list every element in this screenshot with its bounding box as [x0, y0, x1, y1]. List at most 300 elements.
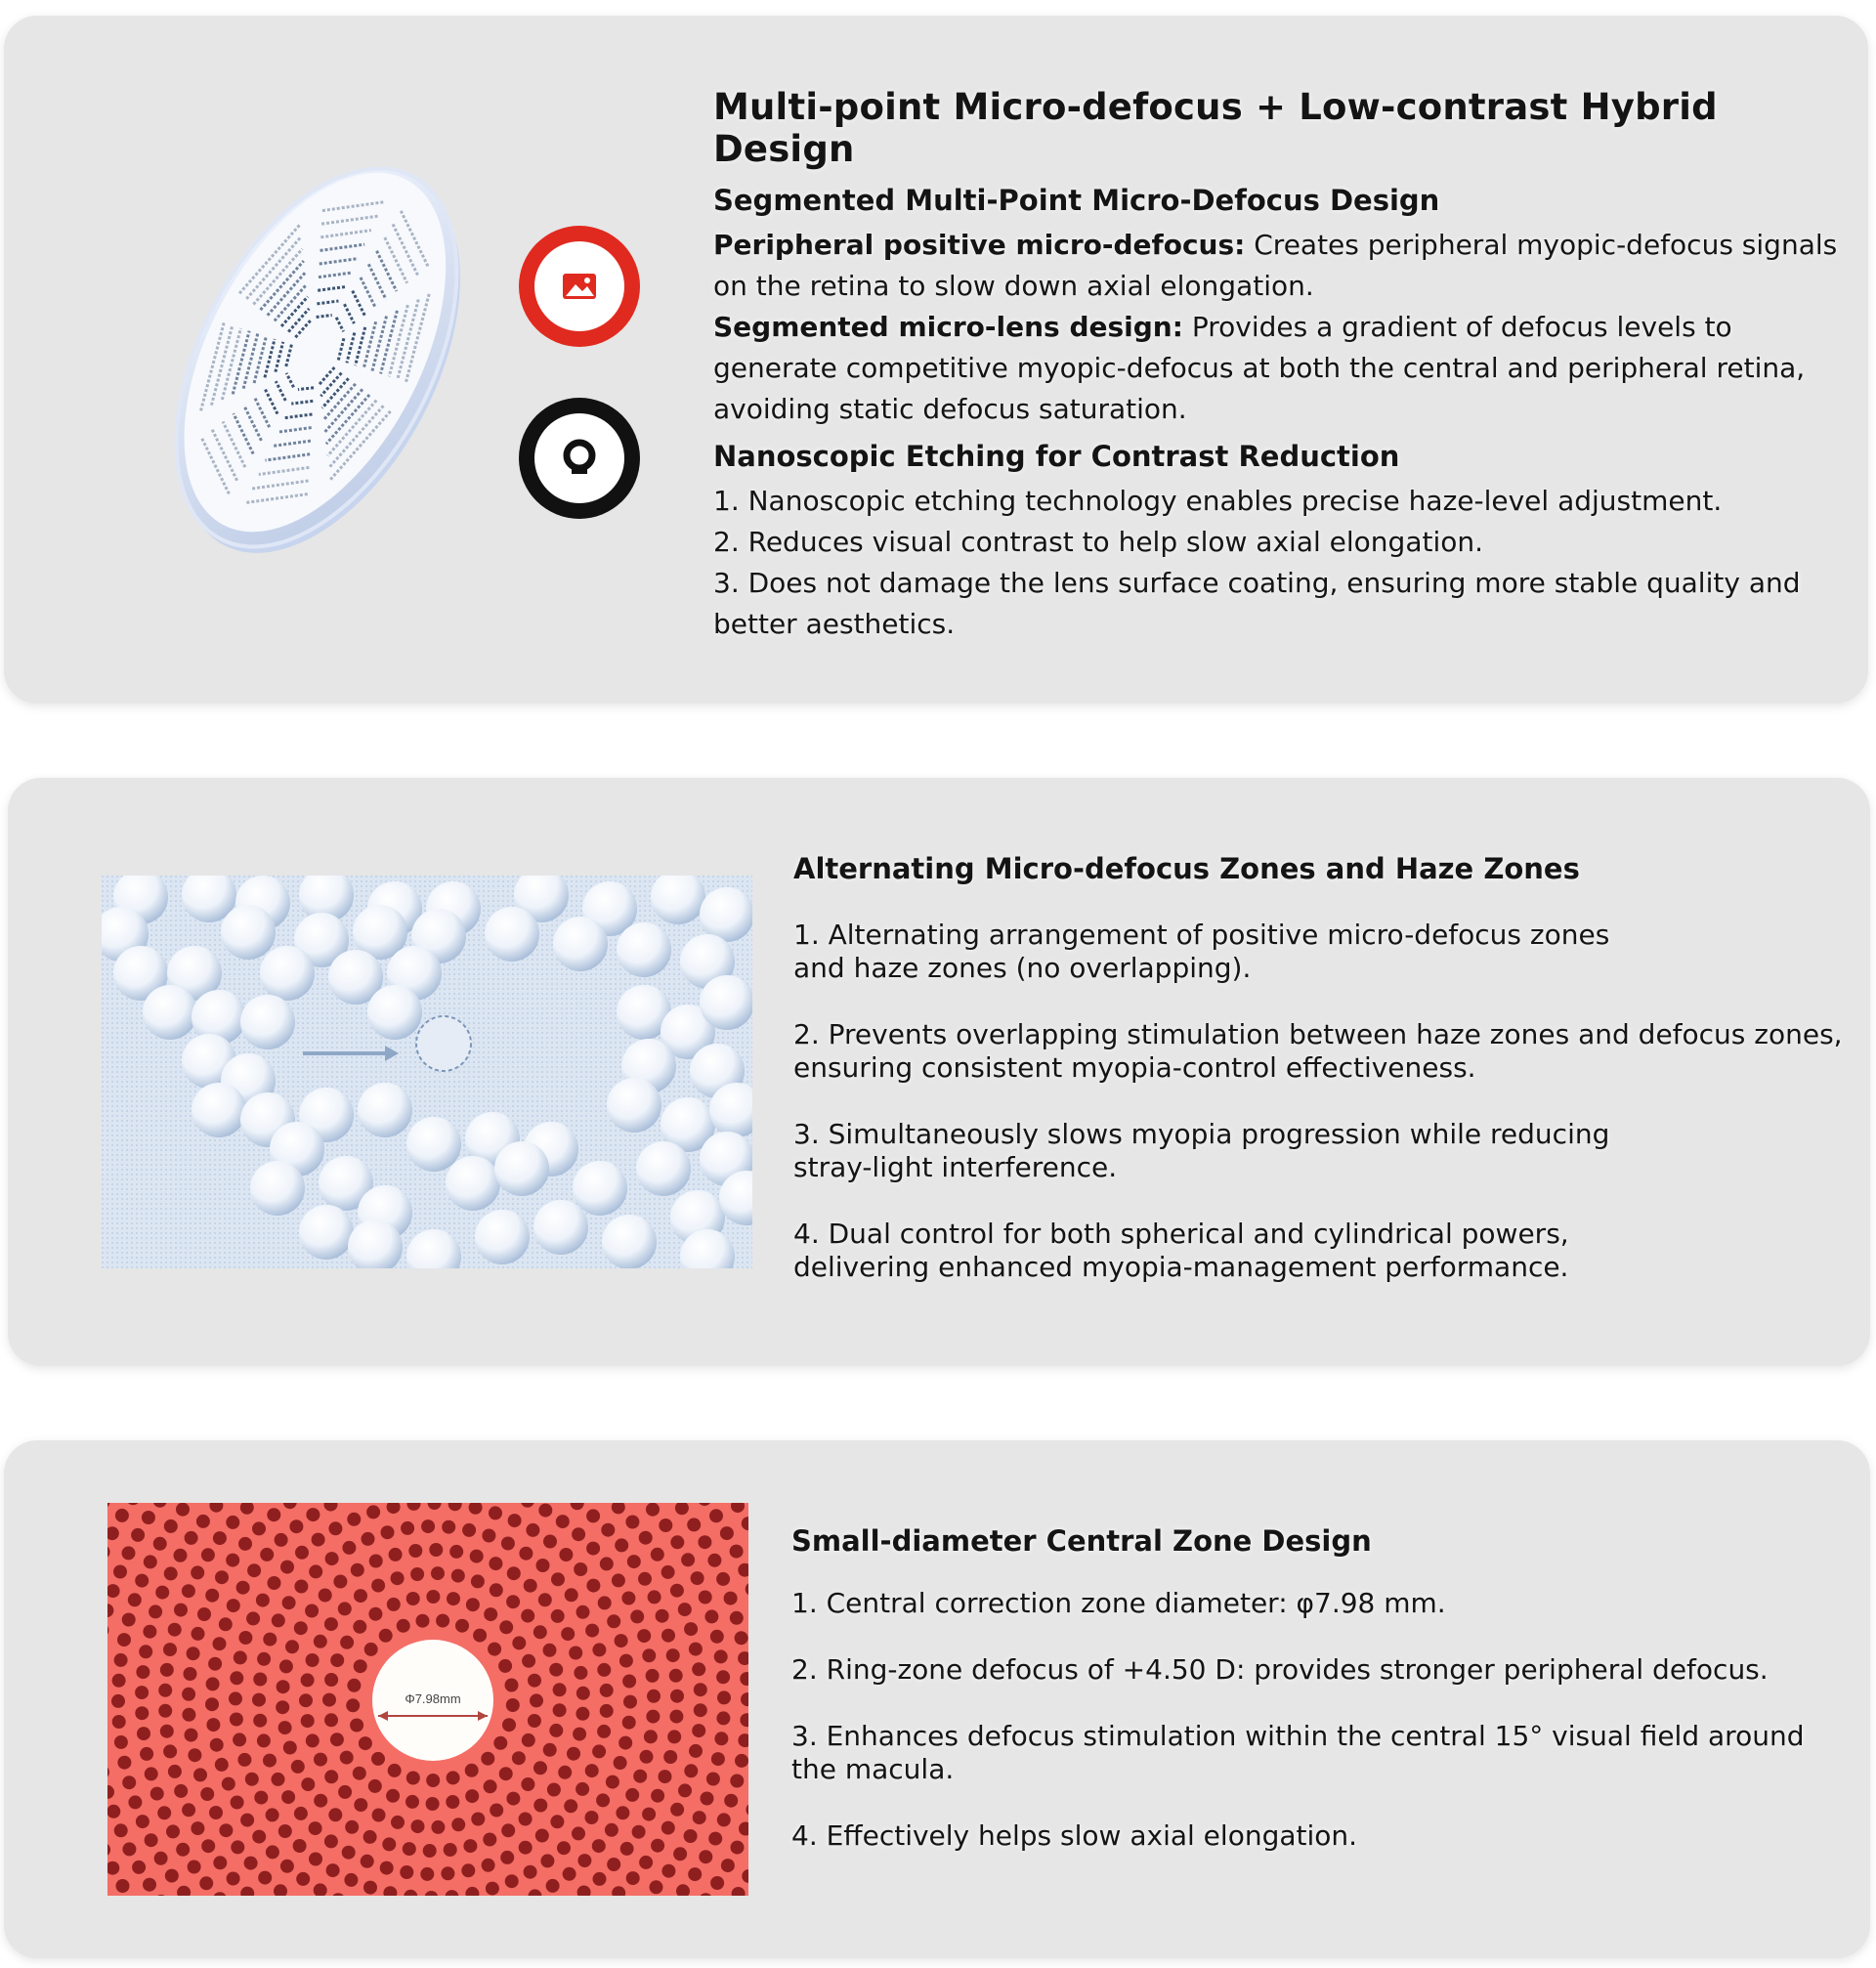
defocus-dot [436, 1614, 449, 1628]
defocus-dot [188, 1861, 201, 1874]
defocus-dot [521, 1609, 534, 1623]
defocus-dot [164, 1519, 178, 1533]
defocus-dot [200, 1787, 214, 1801]
defocus-dot [646, 1669, 660, 1683]
defocus-dot [465, 1789, 479, 1803]
defocus-dot [506, 1792, 520, 1806]
defocus-dot [661, 1821, 675, 1835]
micro-lens-bead [250, 1161, 305, 1216]
defocus-dot [689, 1643, 703, 1656]
defocus-dot [711, 1752, 725, 1766]
defocus-dot [230, 1671, 243, 1685]
defocus-dot [342, 1846, 356, 1860]
defocus-dot [569, 1647, 582, 1660]
defocus-dot [139, 1645, 152, 1658]
defocus-dot [230, 1713, 243, 1727]
defocus-dot [533, 1799, 547, 1813]
defocus-dot [530, 1693, 543, 1707]
defocus-dot [633, 1770, 647, 1783]
micro-lens-bead [143, 985, 197, 1040]
defocus-dot [136, 1815, 149, 1828]
defocus-dot [592, 1839, 606, 1853]
defocus-dot [338, 1602, 352, 1615]
micro-lens-bead [485, 907, 539, 962]
defocus-dot [275, 1533, 288, 1547]
defocus-dot [619, 1654, 633, 1668]
defocus-dot [730, 1545, 744, 1559]
defocus-dot [482, 1529, 495, 1543]
defocus-dot [426, 1590, 440, 1604]
defocus-dot [219, 1617, 233, 1631]
defocus-dot [592, 1744, 606, 1758]
haze-zone-marker [416, 1016, 471, 1071]
defocus-dot [640, 1750, 654, 1764]
image-icon [563, 274, 596, 299]
defocus-dot [585, 1624, 599, 1638]
defocus-dot [692, 1724, 705, 1737]
defocus-dot [533, 1625, 547, 1639]
defocus-dot [670, 1803, 684, 1817]
defocus-dot [350, 1719, 363, 1733]
defocus-dot [191, 1565, 204, 1579]
defocus-dot [136, 1665, 149, 1679]
defocus-dot [692, 1662, 705, 1676]
defocus-dot [299, 1693, 313, 1707]
defocus-dot [222, 1777, 235, 1791]
defocus-dot [661, 1864, 675, 1878]
defocus-dot [670, 1584, 684, 1598]
micro-lens-bead [700, 975, 752, 1030]
defocus-dot [236, 1581, 250, 1595]
alternating-zones-card [8, 778, 1870, 1366]
defocus-dot [586, 1509, 600, 1522]
defocus-dot [168, 1623, 182, 1637]
defocus-dot [113, 1565, 127, 1579]
list-item: 3. Enhances defocus stimulation within the central 15° visual field around the macula. [791, 1720, 1805, 1785]
defocus-dot [627, 1555, 641, 1568]
defocus-dot [263, 1754, 277, 1768]
defocus-dot [691, 1571, 704, 1585]
defocus-dot [687, 1518, 701, 1531]
section1-title: Multi-point Micro-defocus + Low-contrast Hybrid Design [713, 86, 1718, 170]
defocus-dot [122, 1842, 136, 1856]
defocus-dot [257, 1733, 271, 1747]
micro-lens-bead [299, 1205, 354, 1260]
defocus-dot [208, 1657, 222, 1671]
defocus-dot [543, 1743, 557, 1757]
list-item: 2. Ring-zone defocus of +4.50 D: provides stronger peripheral defocus. [791, 1653, 1769, 1686]
defocus-dot [714, 1732, 728, 1745]
defocus-dot [132, 1861, 146, 1874]
defocus-dot [309, 1853, 322, 1866]
defocus-dot [116, 1879, 130, 1893]
defocus-dot [689, 1744, 703, 1758]
defocus-dot [386, 1789, 400, 1803]
defocus-dot [296, 1872, 310, 1886]
defocus-dot [637, 1629, 651, 1643]
defocus-dot [238, 1631, 252, 1645]
defocus-dot [174, 1604, 188, 1617]
defocus-dot [706, 1773, 720, 1786]
defocus-dot [601, 1523, 615, 1537]
defocus-dot [717, 1690, 731, 1704]
defocus-dot [354, 1659, 367, 1673]
defocus-dot [372, 1809, 386, 1822]
defocus-dot [670, 1690, 684, 1703]
defocus-dot [625, 1516, 639, 1529]
defocus-dot [667, 1730, 681, 1743]
defocus-dot [666, 1648, 680, 1662]
defocus-dot [543, 1535, 557, 1549]
defocus-dot [213, 1637, 227, 1650]
defocus-dot [351, 1563, 364, 1577]
paragraph-segmented-lens [713, 307, 1856, 430]
micro-lens-bead [494, 1141, 549, 1196]
section2-text [793, 852, 1858, 1317]
defocus-dot [669, 1669, 683, 1683]
defocus-dot [267, 1508, 280, 1521]
defocus-dot [673, 1847, 687, 1861]
paragraph-peripheral-defocus [713, 225, 1856, 307]
defocus-dot [482, 1859, 495, 1872]
defocus-dot [502, 1718, 516, 1732]
defocus-dot [444, 1843, 457, 1857]
micro-lens-bead [240, 995, 295, 1049]
defocus-dot [462, 1523, 476, 1537]
defocus-dot [710, 1876, 724, 1890]
section1-subheading-etching: Nanoscopic Etching for Contrast Reduction [713, 440, 1400, 473]
defocus-dot [164, 1566, 178, 1580]
defocus-dot [519, 1547, 533, 1561]
defocus-dot [379, 1629, 393, 1643]
defocus-dot [143, 1625, 156, 1639]
defocus-dot [389, 1548, 403, 1562]
ring-zone-pattern-image [107, 1503, 748, 1896]
defocus-dot [499, 1620, 513, 1634]
section3-title: Small-diameter Central Zone Design [791, 1524, 1372, 1558]
defocus-dot [735, 1631, 748, 1645]
defocus-dot [535, 1829, 549, 1843]
defocus-dot [305, 1604, 319, 1618]
image-icon-button[interactable] [516, 223, 643, 350]
defocus-dot [521, 1777, 534, 1791]
defocus-dot [698, 1535, 711, 1549]
micro-lens-bead [602, 1215, 657, 1268]
defocus-dot [574, 1562, 587, 1576]
defocus-dot [278, 1721, 292, 1734]
defocus-dot [153, 1537, 167, 1551]
defocus-dot [306, 1733, 320, 1747]
defocus-dot [577, 1854, 591, 1867]
defocus-dot [369, 1555, 383, 1568]
defocus-dot [699, 1850, 712, 1863]
defocus-dot [363, 1830, 377, 1844]
defocus-dot [451, 1818, 465, 1831]
defocus-dot [572, 1527, 585, 1541]
defocus-dot [431, 1820, 445, 1834]
defocus-dot [519, 1813, 533, 1826]
defocus-dot [501, 1537, 515, 1551]
defocus-dot [112, 1715, 126, 1729]
micro-lens-bead [617, 922, 671, 977]
defocus-dot [368, 1779, 382, 1793]
defocus-dot [716, 1572, 730, 1586]
defocus-dot [586, 1579, 600, 1593]
defocus-dot [632, 1825, 646, 1839]
defocus-dot [258, 1871, 272, 1885]
defocus-dot [328, 1521, 342, 1535]
defocus-dot [312, 1533, 325, 1547]
defocus-dot [201, 1839, 215, 1853]
defocus-dot [426, 1774, 440, 1787]
defocus-dot [721, 1859, 735, 1872]
defocus-dot [612, 1573, 625, 1587]
defocus-dot [688, 1867, 702, 1881]
defocus-dot [400, 1865, 413, 1879]
defocus-dot [538, 1504, 552, 1518]
defocus-dot [597, 1725, 611, 1738]
defocus-dot [551, 1609, 565, 1623]
defocus-dot [215, 1758, 229, 1772]
defocus-dot [253, 1673, 267, 1687]
defocus-dot [306, 1653, 320, 1667]
defocus-dot [227, 1872, 240, 1886]
defocus-dot [233, 1733, 246, 1746]
defocus-dot [576, 1707, 589, 1721]
defocus-dot [193, 1768, 207, 1781]
defocus-dot [505, 1874, 519, 1888]
defocus-dot [659, 1519, 672, 1532]
defocus-dot [114, 1653, 128, 1667]
defocus-dot [330, 1653, 344, 1667]
defocus-dot [576, 1782, 589, 1796]
defocus-dot [714, 1649, 728, 1663]
defocus-dot [693, 1811, 706, 1824]
defocus-dot [196, 1515, 210, 1528]
defocus-dot [281, 1790, 295, 1804]
defocus-dot [455, 1619, 469, 1633]
defocus-dot [322, 1693, 336, 1707]
defocus-dot [301, 1673, 315, 1687]
defocus-dot [507, 1566, 521, 1580]
defocus-dot [338, 1785, 352, 1799]
defocus-dot [661, 1565, 675, 1579]
list-item: 1. Alternating arrangement of positive micro-defocus zones and haze zones (no overlapping). [793, 919, 1610, 984]
defocus-dot [644, 1730, 658, 1743]
defocus-dot [550, 1815, 564, 1828]
defocus-dot [278, 1824, 292, 1838]
defocus-dot [621, 1592, 635, 1605]
defocus-dot [256, 1594, 270, 1607]
defocus-dot [449, 1545, 463, 1559]
paragraph-body: Provides a gradient of defocus levels to generate competitive myopic-defocus at both the central and peripheral retina, avoiding static defocus saturation. [713, 311, 1806, 425]
defocus-dot [605, 1823, 618, 1837]
defocus-dot [699, 1591, 712, 1604]
defocus-dot [600, 1704, 614, 1718]
defocus-dot [701, 1792, 714, 1806]
defocus-dot [572, 1826, 585, 1840]
defocus-dot [391, 1571, 405, 1585]
defocus-dot [340, 1751, 354, 1765]
defocus-dot [301, 1777, 315, 1791]
defocus-dot [388, 1764, 402, 1777]
defocus-dot [309, 1821, 322, 1835]
defocus-dot [185, 1729, 198, 1742]
defocus-dot [486, 1882, 499, 1896]
defocus-dot [724, 1794, 738, 1808]
defocus-dot [500, 1851, 514, 1864]
defocus-dot [306, 1508, 320, 1521]
defocus-dot [506, 1595, 520, 1608]
defocus-dot [309, 1564, 322, 1578]
defocus-dot [163, 1643, 177, 1656]
defocus-dot [661, 1629, 675, 1643]
defocus-dot [240, 1814, 254, 1827]
defocus-dot [716, 1670, 730, 1684]
defocus-dot [620, 1842, 634, 1856]
defocus-dot [188, 1748, 201, 1762]
defocus-dot [353, 1620, 366, 1634]
defocus-dot [276, 1700, 289, 1714]
defocus-dot [272, 1613, 285, 1627]
defocus-dot [215, 1570, 229, 1584]
defocus-dot [533, 1761, 547, 1775]
defocus-dot [122, 1613, 136, 1627]
section1-text [713, 86, 1856, 645]
defocus-dot [165, 1869, 179, 1883]
defocus-dot [586, 1542, 600, 1556]
defocus-dot [391, 1816, 405, 1829]
micro-defocus-dots-image [102, 876, 752, 1268]
defocus-dot [490, 1583, 503, 1597]
defocus-dot [625, 1788, 639, 1802]
defocus-dot [354, 1798, 367, 1812]
defocus-dot [473, 1629, 487, 1643]
defocus-dot [642, 1808, 656, 1821]
defocus-dot [199, 1876, 213, 1890]
defocus-dot [461, 1863, 475, 1877]
micro-lens-bead [636, 1141, 691, 1196]
defocus-dot [574, 1666, 587, 1680]
defocus-dot [556, 1515, 570, 1528]
defocus-dot [707, 1554, 721, 1567]
defocus-dot [499, 1767, 513, 1780]
defocus-dot [600, 1557, 614, 1570]
defocus-dot [401, 1521, 414, 1535]
defocus-dot [639, 1531, 653, 1545]
defocus-dot [426, 1797, 440, 1811]
defocus-dot [681, 1553, 695, 1566]
defocus-dot [145, 1767, 158, 1780]
defocus-dot [512, 1751, 526, 1765]
defocus-dot [174, 1784, 188, 1798]
defocus-dot [406, 1772, 420, 1785]
micro-lens-bead [260, 946, 315, 1001]
micro-lens-bead [553, 917, 608, 971]
defocus-dot [319, 1589, 332, 1603]
defocus-dot [137, 1727, 150, 1740]
defocus-dot [155, 1586, 169, 1600]
defocus-dot [282, 1596, 296, 1609]
defocus-dot [403, 1842, 416, 1856]
defocus-dot [684, 1764, 698, 1777]
defocus-dot [206, 1718, 220, 1732]
defocus-dot [354, 1589, 367, 1603]
defocus-dot [314, 1753, 327, 1767]
defocus-dot [716, 1711, 730, 1725]
micro-lens-bead [221, 905, 276, 960]
lens-icon-button[interactable] [516, 395, 643, 522]
defocus-dot [508, 1514, 522, 1527]
defocus-dot [694, 1703, 707, 1717]
defocus-dot [623, 1695, 637, 1709]
defocus-dot [346, 1698, 360, 1712]
defocus-dot [266, 1808, 279, 1821]
list-item: 3. Simultaneously slows myopia progression while reducing stray-light interference. [793, 1118, 1610, 1183]
defocus-dot [708, 1832, 722, 1846]
defocus-dot [182, 1708, 195, 1722]
defocus-dot [547, 1783, 561, 1797]
defocus-dot [447, 1771, 460, 1784]
defocus-dot [471, 1813, 485, 1826]
defocus-dot [157, 1806, 171, 1819]
defocus-dot [266, 1845, 279, 1859]
defocus-dot [724, 1592, 738, 1605]
micro-lens-bead [446, 1156, 500, 1211]
defocus-dot [563, 1867, 576, 1881]
defocus-dot [182, 1803, 195, 1817]
paragraph-body: Creates peripheral myopic-defocus signals on the retina to slow down axial elongation. [713, 229, 1838, 302]
defocus-dot [140, 1747, 153, 1761]
defocus-dot [416, 1614, 430, 1628]
defocus-dot [447, 1592, 460, 1605]
defocus-dot [324, 1617, 338, 1631]
defocus-dot [626, 1871, 640, 1885]
defocus-dot [618, 1736, 632, 1750]
defocus-dot [471, 1574, 485, 1588]
defocus-dot [489, 1506, 502, 1519]
defocus-dot [279, 1659, 293, 1673]
defocus-dot [381, 1525, 395, 1539]
defocus-dot [371, 1579, 385, 1593]
defocus-dot [368, 1607, 382, 1621]
defocus-dot [213, 1856, 227, 1869]
defocus-dot [573, 1728, 586, 1741]
defocus-dot [466, 1598, 480, 1611]
defocus-dot [597, 1663, 611, 1677]
defocus-dot [420, 1867, 434, 1881]
defocus-dot [431, 1566, 445, 1580]
defocus-dot [470, 1550, 484, 1563]
defocus-dot [585, 1811, 599, 1824]
defocus-dot [553, 1683, 567, 1696]
defocus-dot [347, 1679, 361, 1692]
defocus-dot [607, 1858, 620, 1871]
defocus-dot [730, 1775, 744, 1788]
defocus-dot [371, 1752, 385, 1766]
defocus-dot [421, 1519, 435, 1533]
defocus-dot [328, 1808, 342, 1821]
defocus-dot [615, 1634, 628, 1647]
list-item: 4. Effectively helps slow axial elongation. [791, 1819, 1358, 1852]
defocus-dot [238, 1537, 252, 1551]
defocus-dot [359, 1736, 372, 1750]
defocus-dot [651, 1839, 664, 1853]
defocus-dot [253, 1714, 267, 1728]
defocus-dot [704, 1609, 718, 1623]
micro-lens-bead [700, 887, 752, 942]
list-item: 1. Central correction zone diameter: φ7.98 mm. [791, 1587, 1446, 1619]
